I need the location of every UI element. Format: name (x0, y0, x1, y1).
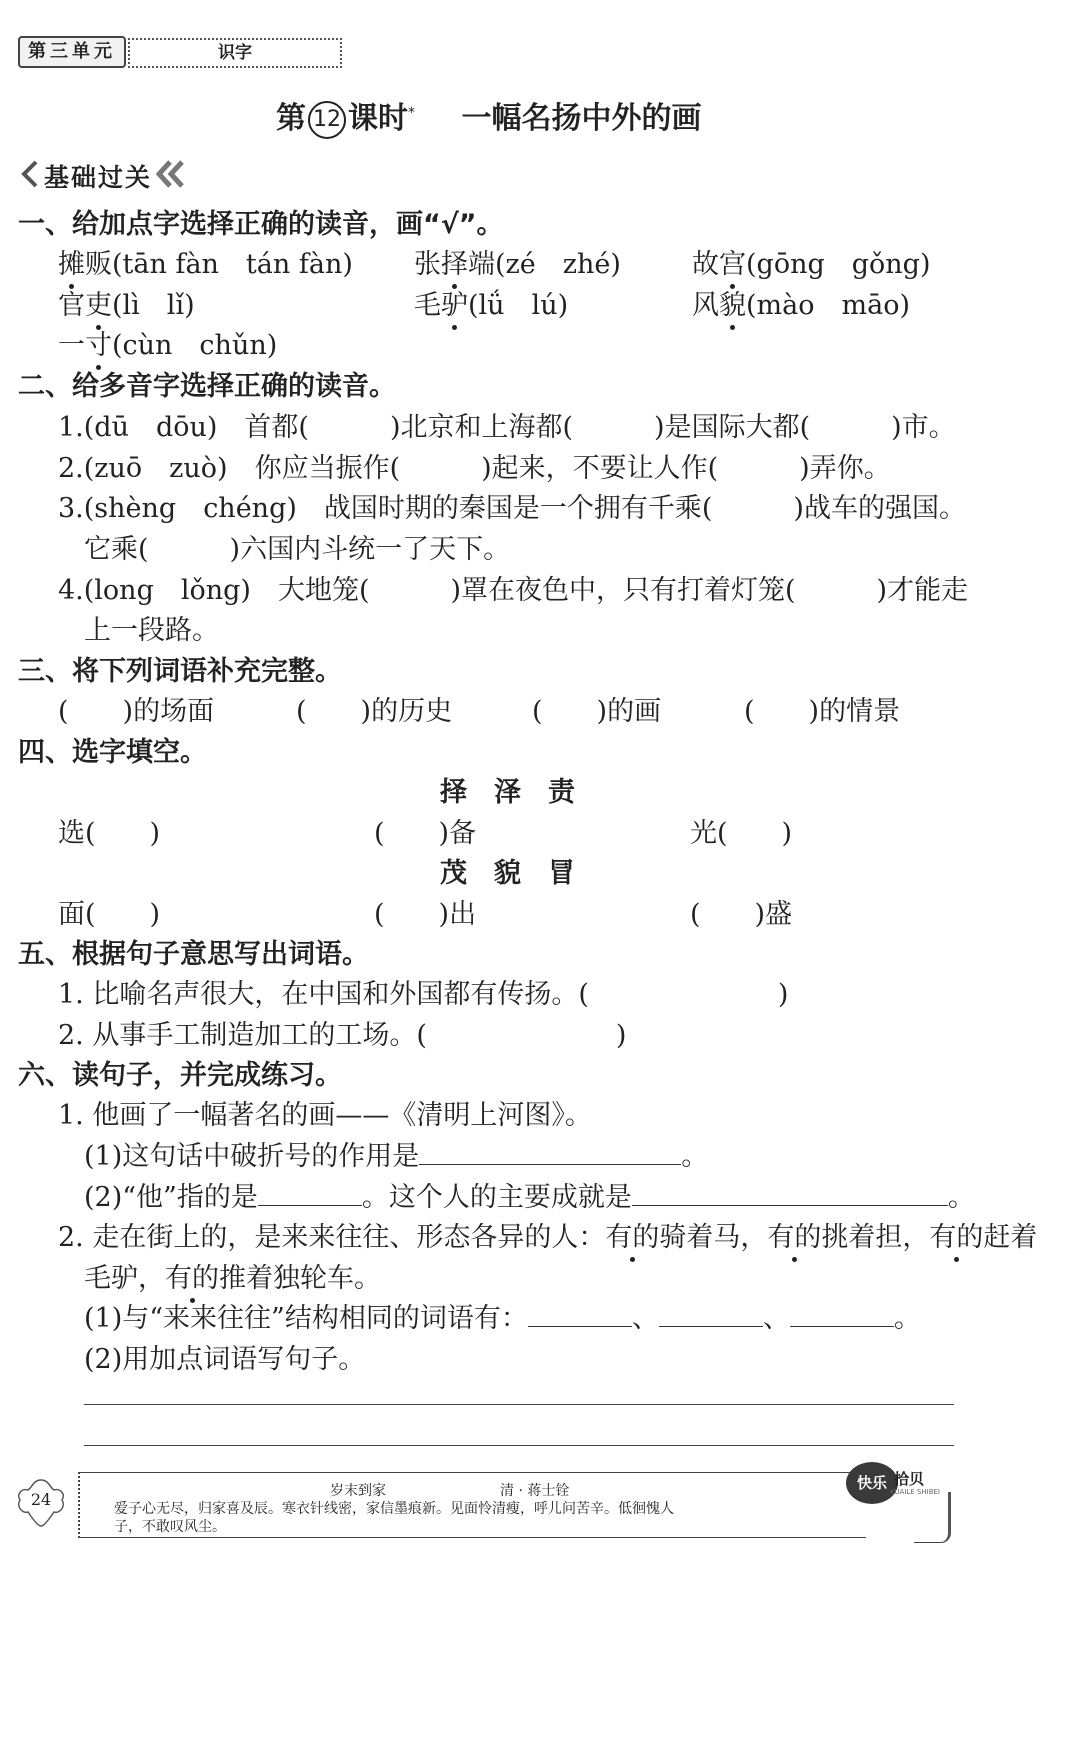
q6-2-1: (1)与“来来往往”结构相同的词语有： 、 、 。 (84, 1303, 921, 1334)
lesson-name: 一幅名扬中外的画 (461, 101, 702, 136)
q6-sentence-2-cont: 毛驴，有的推着独轮车。 (84, 1263, 381, 1294)
q5-line-1: 1. 比喻名声很大，在中国和外国都有传扬。( ) (58, 979, 789, 1010)
q3-item-4: ( )的情景 (744, 696, 901, 727)
answer-blank[interactable] (419, 1142, 681, 1165)
footer (14, 1468, 1066, 1548)
q6-1-1: (1)这句话中破折号的作用是 。 (84, 1141, 709, 1172)
q2-line-5: 4.(long lǒng) 大地笼( )罩在夜色中，只有打着灯笼( )才能走 (58, 575, 969, 606)
writing-line-2[interactable] (84, 1445, 954, 1446)
q4-row1-item-2: ( )备 (374, 818, 477, 849)
brand-en: KUAILE SHIBEI (890, 1488, 940, 1496)
q5-line-2: 2. 从事手工制造加工的工场。( ) (58, 1020, 627, 1051)
q4-title: 四、选字填空。 (18, 737, 207, 768)
unit-label: 第三单元 (28, 41, 116, 62)
writing-line-1[interactable] (84, 1404, 954, 1405)
poem-line-1: 爱子心无尽，归家喜及辰。寒衣针线密，家信墨痕新。见面怜清瘦，呼儿问苦辛。低徊愧人 (114, 1501, 674, 1517)
q4-row2-item-3: ( )盛 (690, 899, 793, 930)
q6-title: 六、读句子，并完成练习。 (18, 1060, 342, 1091)
q6-sentence-2: 2. 走在街上的，是来来往往、形态各异的人：有的骑着马，有的挑着担，有的赶着 (58, 1222, 1038, 1253)
page-number: 24 (30, 1490, 52, 1509)
q6-sentence-1: 1. 他画了一幅著名的画——《清明上河图》。 (58, 1100, 592, 1131)
brand-logo: 快乐 (846, 1462, 898, 1504)
q2-line-2: 2.(zuō zuò) 你应当振作( )起来，不要让人作( )弄你。 (58, 453, 891, 484)
q3-item-1: ( )的场面 (58, 696, 215, 727)
answer-blank[interactable] (632, 1183, 948, 1206)
q3-title: 三、将下列词语补充完整。 (18, 656, 342, 687)
q4-row1-item-1: 选( ) (58, 818, 161, 849)
q4-choices-1: 择 泽 责 (440, 777, 575, 808)
q1-item-4: 官吏(lì lǐ) (58, 290, 195, 321)
answer-blank[interactable] (258, 1183, 362, 1206)
left-chevron-icon (18, 156, 40, 192)
q2-title: 二、给多音字选择正确的读音。 (18, 371, 396, 402)
q6-2-2: (2)用加点词语写句子。 (84, 1344, 366, 1375)
q1-item-6: 风貌(mào māo) (692, 290, 910, 321)
q4-row2-item-1: 面( ) (58, 899, 161, 930)
q2-line-6: 上一段路。 (84, 615, 219, 646)
q4-row1-item-3: 光( ) (690, 818, 793, 849)
double-chevron-icon (156, 156, 186, 192)
lesson-number-badge: 12 (308, 101, 346, 139)
unit-tab (18, 36, 126, 68)
q2-line-4: 它乘( )六国内斗统一了天下。 (84, 534, 511, 565)
footer-right-border (914, 1492, 951, 1543)
poem-author: 清 · 蒋士铨 (500, 1483, 570, 1499)
q1-item-2: 张择端(zé zhé) (414, 249, 621, 280)
q3-item-2: ( )的历史 (296, 696, 453, 727)
q2-line-3: 3.(shèng chéng) 战国时期的秦国是一个拥有千乘( )战车的强国。 (58, 493, 966, 524)
q1-title: 一、给加点字选择正确的读音，画“√”。 (18, 209, 504, 240)
lesson-title: 第 12 课时* 一幅名扬中外的画 (276, 93, 701, 139)
q4-choices-2: 茂 貌 冒 (440, 858, 575, 889)
poem-line-2: 子，不敢叹风尘。 (114, 1519, 226, 1535)
section-tab (128, 38, 342, 68)
poem-title: 岁末到家 (330, 1483, 386, 1499)
q3-item-3: ( )的画 (532, 696, 662, 727)
q1-item-1: 摊贩(tān fàn tán fàn) (58, 249, 353, 280)
brand-text: 拾贝 (894, 1470, 925, 1488)
q4-row2-item-2: ( )出 (374, 899, 477, 930)
q6-1-2: (2)“他”指的是 。这个人的主要成就是 。 (84, 1182, 975, 1213)
q1-item-3: 故宫(gōng gǒng) (692, 249, 931, 280)
section-label: 识字 (218, 43, 252, 63)
answer-blank[interactable] (659, 1304, 763, 1327)
q1-item-7: 一寸(cùn chǔn) (58, 330, 278, 361)
answer-blank[interactable] (528, 1304, 632, 1327)
q1-item-5: 毛驴(lǘ lú) (414, 290, 569, 321)
q5-title: 五、根据句子意思写出词语。 (18, 939, 369, 970)
q2-line-1: 1.(dū dōu) 首都( )北京和上海都( )是国际大都( )市。 (58, 412, 956, 443)
answer-blank[interactable] (790, 1304, 894, 1327)
